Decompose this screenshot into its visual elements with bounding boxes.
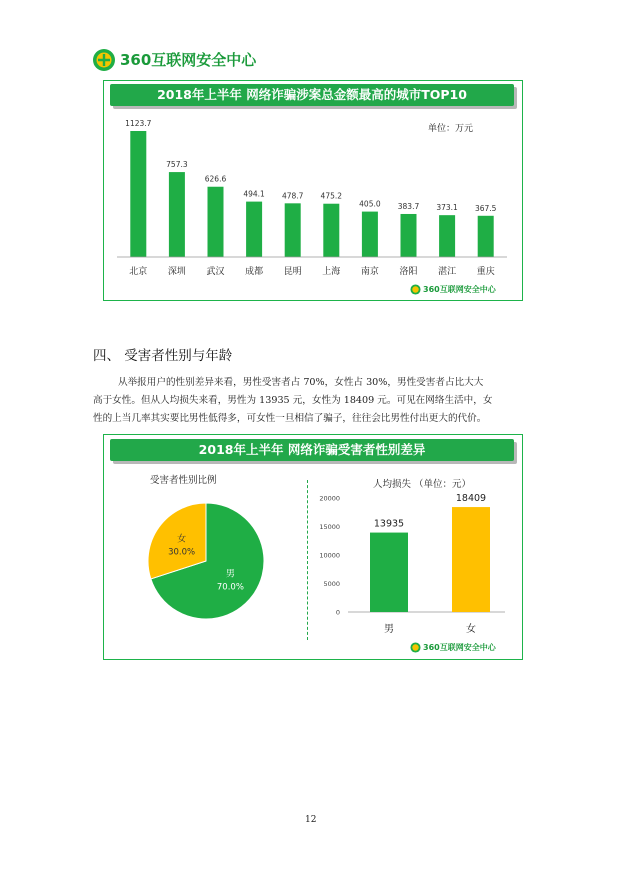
paragraph-line-1: 从举报用户的性别差异来看，男性受害者占 70%，女性占 30%，男性受害者占比大大 bbox=[118, 377, 484, 388]
section-title: 四、 受害者性别与年龄 bbox=[93, 348, 233, 364]
bar-成都 bbox=[246, 202, 262, 257]
bar-重庆 bbox=[478, 216, 494, 257]
paragraph-line-2: 高于女性。但从人均损失来看，男性为 13935 元，女性为 18409 元。可见在网络生活中，女 bbox=[93, 395, 493, 406]
unit-label: 单位：万元 bbox=[428, 124, 474, 134]
y-tick-label: 10000 bbox=[319, 551, 340, 560]
bar-昆明 bbox=[285, 203, 301, 257]
value-label: 405.0 bbox=[359, 199, 381, 209]
bar-北京 bbox=[130, 131, 146, 257]
y-tick-label: 20000 bbox=[319, 494, 340, 503]
bar-上海 bbox=[323, 204, 339, 257]
bar-男 bbox=[370, 533, 408, 612]
value-label: 13935 bbox=[373, 518, 405, 530]
watermark-logo-icon bbox=[410, 642, 421, 653]
pie-label: 女 bbox=[177, 534, 187, 545]
value-label: 626.6 bbox=[204, 174, 227, 184]
loss-bar-chart bbox=[310, 485, 515, 645]
bar-深圳 bbox=[169, 172, 185, 257]
bar-title: 人均损失 （单位：元） bbox=[373, 479, 472, 490]
category-label: 成都 bbox=[245, 267, 264, 277]
value-label: 18409 bbox=[455, 493, 487, 505]
y-tick-label: 0 bbox=[335, 608, 340, 617]
category-label: 女 bbox=[466, 624, 476, 635]
y-tick-label: 5000 bbox=[323, 580, 340, 588]
category-label: 上海 bbox=[322, 267, 341, 277]
city-top10-bar-chart bbox=[103, 110, 521, 300]
y-tick-label: 15000 bbox=[319, 523, 340, 531]
category-label: 昆明 bbox=[283, 267, 302, 277]
category-label: 湛江 bbox=[438, 267, 457, 277]
watermark-text: 360互联网安全中心 bbox=[423, 285, 496, 294]
bar-洛阳 bbox=[401, 214, 417, 257]
bar-南京 bbox=[362, 212, 378, 257]
bar-武汉 bbox=[208, 187, 224, 257]
chart-divider bbox=[307, 480, 308, 640]
value-label: 383.7 bbox=[397, 201, 420, 211]
category-label: 深圳 bbox=[167, 267, 186, 277]
page-number: 12 bbox=[305, 815, 317, 825]
value-label: 494.1 bbox=[243, 189, 265, 199]
shield-logo-icon bbox=[92, 48, 116, 72]
category-label: 重庆 bbox=[476, 267, 495, 277]
header-logo bbox=[92, 48, 292, 74]
category-label: 武汉 bbox=[206, 267, 225, 277]
city-top10-banner: 2018年上半年 网络诈骗涉案总金额最高的城市TOP10 bbox=[110, 84, 514, 106]
gender-banner: 2018年上半年 网络诈骗受害者性别差异 bbox=[110, 439, 514, 461]
pie-pct-label: 70.0% bbox=[216, 582, 244, 593]
pie-title: 受害者性别比例 bbox=[150, 475, 217, 486]
value-label: 478.7 bbox=[281, 191, 304, 201]
pie-label: 男 bbox=[225, 569, 235, 580]
value-label: 475.2 bbox=[320, 191, 343, 201]
value-label: 367.5 bbox=[474, 203, 497, 213]
paragraph-line-3: 性的上当几率其实要比男性低得多，可女性一旦相信了骗子，往往会比男性付出更大的代价。 bbox=[93, 413, 487, 424]
logo-text: 360互联网安全中心 bbox=[120, 51, 257, 69]
value-label: 1123.7 bbox=[125, 119, 152, 128]
watermark-logo-icon bbox=[410, 284, 421, 295]
bar-湛江 bbox=[439, 215, 455, 257]
gender-pie-chart bbox=[130, 495, 280, 625]
pie-pct-label: 30.0% bbox=[168, 547, 196, 558]
value-label: 373.1 bbox=[436, 203, 458, 213]
category-label: 南京 bbox=[360, 267, 379, 277]
watermark-text: 360互联网安全中心 bbox=[423, 643, 496, 652]
category-label: 北京 bbox=[129, 267, 148, 277]
bar-女 bbox=[452, 507, 490, 612]
category-label: 洛阳 bbox=[399, 267, 418, 277]
value-label: 757.3 bbox=[166, 160, 188, 170]
category-label: 男 bbox=[384, 624, 394, 635]
